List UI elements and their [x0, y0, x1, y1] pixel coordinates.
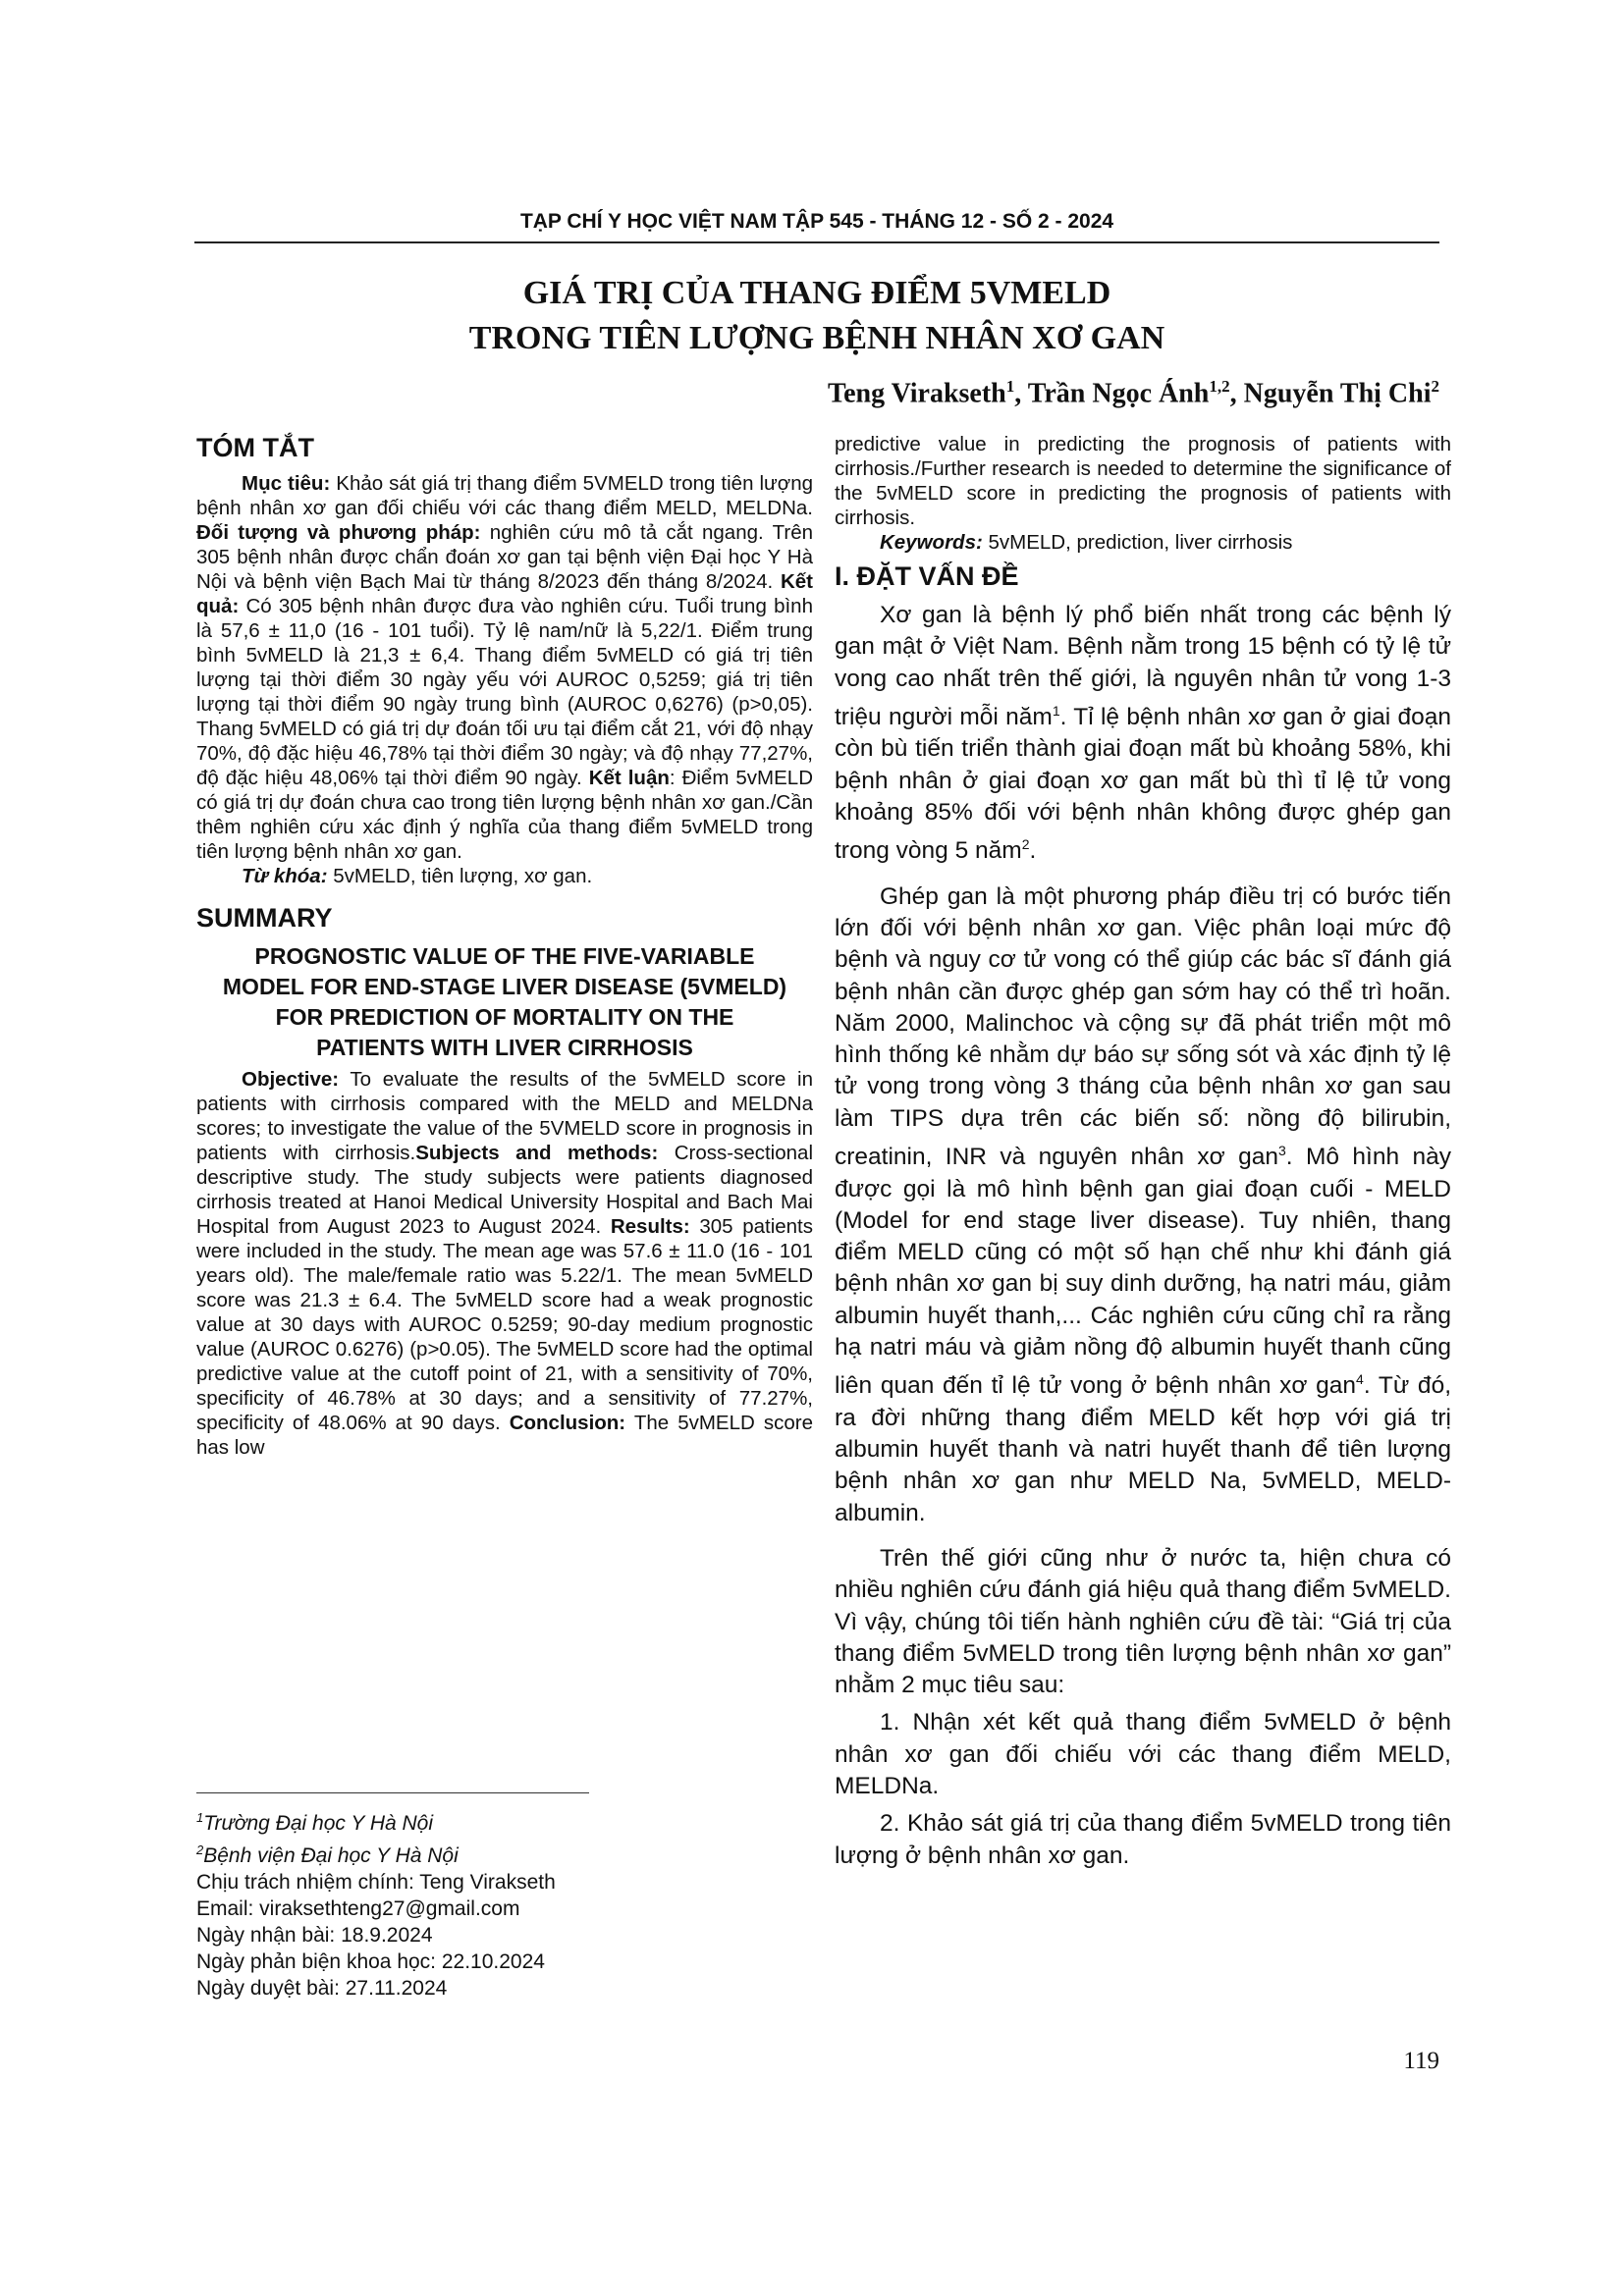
abstract-en-continued: predictive value in predicting the prognosis of patients with cirrhosis./Further research is needed to determine the significance of the 5vMELD score in predicting the prognosis of patients with cirrhosis. [835, 433, 1451, 529]
objective-item-1: 1. Nhận xét kết quả thang điểm 5vMELD ở bệnh nhân xơ gan đối chiếu với các thang điểm MELD, MELDNa. [835, 1709, 1451, 1800]
footnote-affil-2 [196, 1837, 785, 1869]
keywords-vi [196, 864, 813, 888]
intro-p2-text-c: . Từ đó, ra đời những thang điểm MELD kết hợp với giá trị albumin huyết thanh và natri huyết thanh để tiên lượng bệnh nhân xơ gan như MELD Na, 5vMELD, MELD-albumin. [835, 1372, 1451, 1526]
abstract-vi-heading: TÓM TẮT [196, 433, 314, 462]
footnote-reviewed: Ngày phản biện khoa học: 22.10.2024 [196, 1950, 545, 1973]
summary-heading: SUMMARY [196, 903, 333, 933]
intro-p2-text-a: Ghép gan là một phương pháp điều trị có bước tiến lớn đối với bệnh nhân xơ gan. Việc phân loại mức độ bệnh và nguy cơ tử vong có thể giúp các bác sĩ đánh giá bệnh nhân cần được ghép gan sớm hay có thể trì hoãn. Năm 2000, Malinchoc và cộng sự đã phát triển một mô hình thống kê nhằm dự báo sự sống sót và xác định tỷ lệ tử vong trong vòng 3 tháng của bệnh nhân xơ gan sau làm TIPS dựa trên các biến số: nồng độ bilirubin, creatinin, INR và nguyên nhân xơ gan [835, 882, 1451, 1171]
title-line-1: GIÁ TRỊ CỦA THANG ĐIỂM 5VMELD [522, 275, 1111, 311]
conclusion-vi-label: Kết luận [588, 767, 670, 789]
citation-2: 2 [1021, 836, 1030, 853]
author-1: Teng Virakseth [827, 378, 1006, 409]
citation-4: 4 [1356, 1371, 1364, 1388]
objective-item-2: 2. Khảo sát giá trị của thang điểm 5vMELD trong tiên lượng ở bệnh nhân xơ gan. [835, 1810, 1451, 1869]
footnote-affil-1-num: 1 [196, 1810, 204, 1825]
methods-en-label: Subjects and methods: [415, 1142, 659, 1164]
footnotes [196, 1804, 785, 2002]
results-vi-label: Kết quả: [196, 570, 813, 617]
footnote-email: Email: viraksethteng27@gmail.com [196, 1897, 520, 1920]
footnote-corresponding: Chịu trách nhiệm chính: Teng Virakseth [196, 1871, 556, 1894]
author-3-affil: 2 [1431, 377, 1439, 396]
footnote-affil-1-text: Trường Đại học Y Hà Nội [203, 1812, 434, 1835]
right-column [835, 432, 1451, 1872]
intro-paragraph-1 [835, 600, 1451, 868]
keywords-en-label: Keywords: [880, 531, 983, 554]
footnote-affil-1 [196, 1804, 785, 1837]
keywords-en [835, 530, 1451, 555]
left-column [196, 432, 813, 1460]
methods-vi-text: nghiên cứu mô tả cắt ngang. Trên 305 bệnh nhân được chẩn đoán xơ gan tại bệnh viện Đại học Y Hà Nội và bệnh viện Bạch Mai từ tháng 8/2023 đến tháng 8/2024. [196, 521, 813, 593]
objective-en-label: Objective: [242, 1068, 340, 1091]
intro-p1-text-a: Xơ gan là bệnh lý phổ biến nhất trong các bệnh lý gan mật ở Việt Nam. Bệnh nằm trong 15 bệnh có tỷ lệ tử vong cao nhất trên thế giới, là nguyên nhân tử vong 1-3 triệu người mỗi năm [835, 602, 1451, 731]
footnote-received: Ngày nhận bài: 18.9.2024 [196, 1924, 433, 1947]
conclusion-en-text: The 5vMELD score has low [196, 1412, 813, 1459]
title-line-2: TRONG TIÊN LƯỢNG BỆNH NHÂN XƠ GAN [468, 320, 1165, 356]
footnote-accepted: Ngày duyệt bài: 27.11.2024 [196, 1977, 448, 2000]
conclusion-vi-text: : Điểm 5vMELD có giá trị dự đoán chưa cao trong tiên lượng bệnh nhân xơ gan./Cần thêm nghiên cứu xác định ý nghĩa của thang điểm 5vMELD trong tiên lượng bệnh nhân xơ gan. [196, 767, 814, 863]
methods-vi-label: Đối tượng và phương pháp: [196, 521, 481, 544]
footnote-divider [196, 1792, 589, 1793]
objective-vi-label: Mục tiêu: [242, 472, 331, 495]
keywords-en-text: 5vMELD, prediction, liver cirrhosis [982, 531, 1293, 554]
author-2-affil: 1,2 [1209, 377, 1230, 396]
intro-p1-text-c: . [1029, 837, 1037, 865]
author-1-affil: 1 [1005, 377, 1015, 396]
results-en-text: 305 patients were included in the study. The mean age was 57.6 ± 11.0 (16 - 101 years old). The male/female ratio was 5.22/1. The mean 5vMELD score was 21.3 ± 6.4. The 5vMELD score had a weak prognostic value at 30 days with AUROC 0.5259; 90-day medium prognostic value (AUROC 0.6276) (p>0.05). The 5vMELD score had the optimal predictive value at the cutoff point of 21, with a sensitivity of 70%, specificity of 46.78% at 30 days; and a sensitivity of 77.27%, specificity of 48.06% at 90 days. [196, 1215, 813, 1434]
intro-heading: I. ĐẶT VẤN ĐỀ [835, 561, 1019, 591]
abstract-vi-body [196, 471, 813, 864]
results-en-label: Results: [610, 1215, 690, 1238]
page-number: 119 [1403, 2048, 1439, 2074]
methods-en-text: Cross-sectional descriptive study. The study subjects were patients diagnosed cirrhosis treated at Hanoi Medical University Hospital and Bach Mai Hospital from August 2023 to August 2024. [196, 1142, 813, 1238]
abstract-en-body [196, 1067, 813, 1460]
intro-paragraph-2 [835, 881, 1451, 1529]
results-vi-text: Có 305 bệnh nhân được đưa vào nghiên cứu. Tuổi trung bình là 57,6 ± 11,0 (16 - 101 tuổi). Tỷ lệ nam/nữ là 5,22/1. Điểm trung bình 5vMELD là 21,3 ± 6,4. Thang điểm 5vMELD có giá trị tiên lượng tại thời điểm 30 ngày yếu với AUROC 0,5259; giá trị tiên lượng tại thời điểm 90 ngày trung bình (AUROC 0,6276) (p>0,05). Thang 5vMELD có giá trị dự đoán tối ưu tại điểm cắt 21, với độ nhạy 70%, độ đặc hiệu 46,78% tại thời điểm 30 ngày; và độ nhạy 77,27%, độ đặc hiệu 48,06% tại thời điểm 90 ngày. [196, 595, 813, 789]
citation-1: 1 [1052, 702, 1060, 719]
author-2: , Trần Ngọc Ánh [1014, 378, 1210, 409]
author-3: , Nguyễn Thị Chi [1229, 378, 1432, 409]
objective-vi-text: Khảo sát giá trị thang điểm 5VMELD trong tiên lượng bệnh nhân xơ gan đối chiếu với các thang điểm MELD, MELDNa. [196, 472, 813, 519]
journal-header: TẠP CHÍ Y HỌC VIỆT NAM TẬP 545 - THÁNG 12 - SỐ 2 - 2024 [194, 210, 1439, 243]
citation-3: 3 [1277, 1143, 1286, 1159]
english-title: PROGNOSTIC VALUE OF THE FIVE-VARIABLE MODEL FOR END-STAGE LIVER DISEASE (5VMELD) FOR PREDICTION OF MORTALITY ON THE PATIENTS WITH LIVER CIRRHOSIS [222, 943, 787, 1060]
conclusion-en-label: Conclusion: [509, 1412, 626, 1434]
footnote-affil-2-num: 2 [196, 1842, 204, 1857]
author-list [828, 377, 1439, 409]
intro-p1-text-b: . Tỉ lệ bệnh nhân xơ gan ở giai đoạn còn bù tiến triển thành giai đoạn mất bù khoảng 58%, khi bệnh nhân ở giai đoạn xơ gan mất bù thì tỉ lệ tử vong khoảng 85% đối với bệnh nhân không được ghép gan trong vòng 5 năm [835, 704, 1451, 865]
intro-p2-text-b: . Mô hình này được gọi là mô hình bệnh gan giai đoạn cuối - MELD (Model for end stage liver disease). Tuy nhiên, thang điểm MELD cũng có một số hạn chế như khi đánh giá bệnh nhân xơ gan bị suy dinh dưỡng, hạ natri máu, giảm albumin huyết thanh,... Các nghiên cứu cũng chỉ ra rằng hạ natri máu và giảm nồng độ albumin huyết thanh cũng liên quan đến tỉ lệ tử vong ở bệnh nhân xơ gan [835, 1144, 1451, 1400]
intro-paragraph-3: Trên thế giới cũng như ở nước ta, hiện chưa có nhiều nghiên cứu đánh giá hiệu quả thang điểm 5vMELD. Vì vậy, chúng tôi tiến hành nghiên cứu đề tài: “Giá trị của thang điểm 5vMELD trong tiên lượng bệnh nhân xơ gan” nhằm 2 mục tiêu sau: [835, 1544, 1451, 1699]
paper-title [194, 271, 1439, 361]
footnote-affil-2-text: Bệnh viện Đại học Y Hà Nội [203, 1844, 459, 1867]
keywords-vi-label: Từ khóa: [242, 865, 328, 887]
keywords-vi-text: 5vMELD, tiên lượng, xơ gan. [327, 865, 593, 887]
objective-en-text: To evaluate the results of the 5vMELD score in patients with cirrhosis compared with the MELD and MELDNa scores; to investigate the value of the 5VMELD score in prognosis in patients with cirrhosis. [196, 1068, 813, 1164]
